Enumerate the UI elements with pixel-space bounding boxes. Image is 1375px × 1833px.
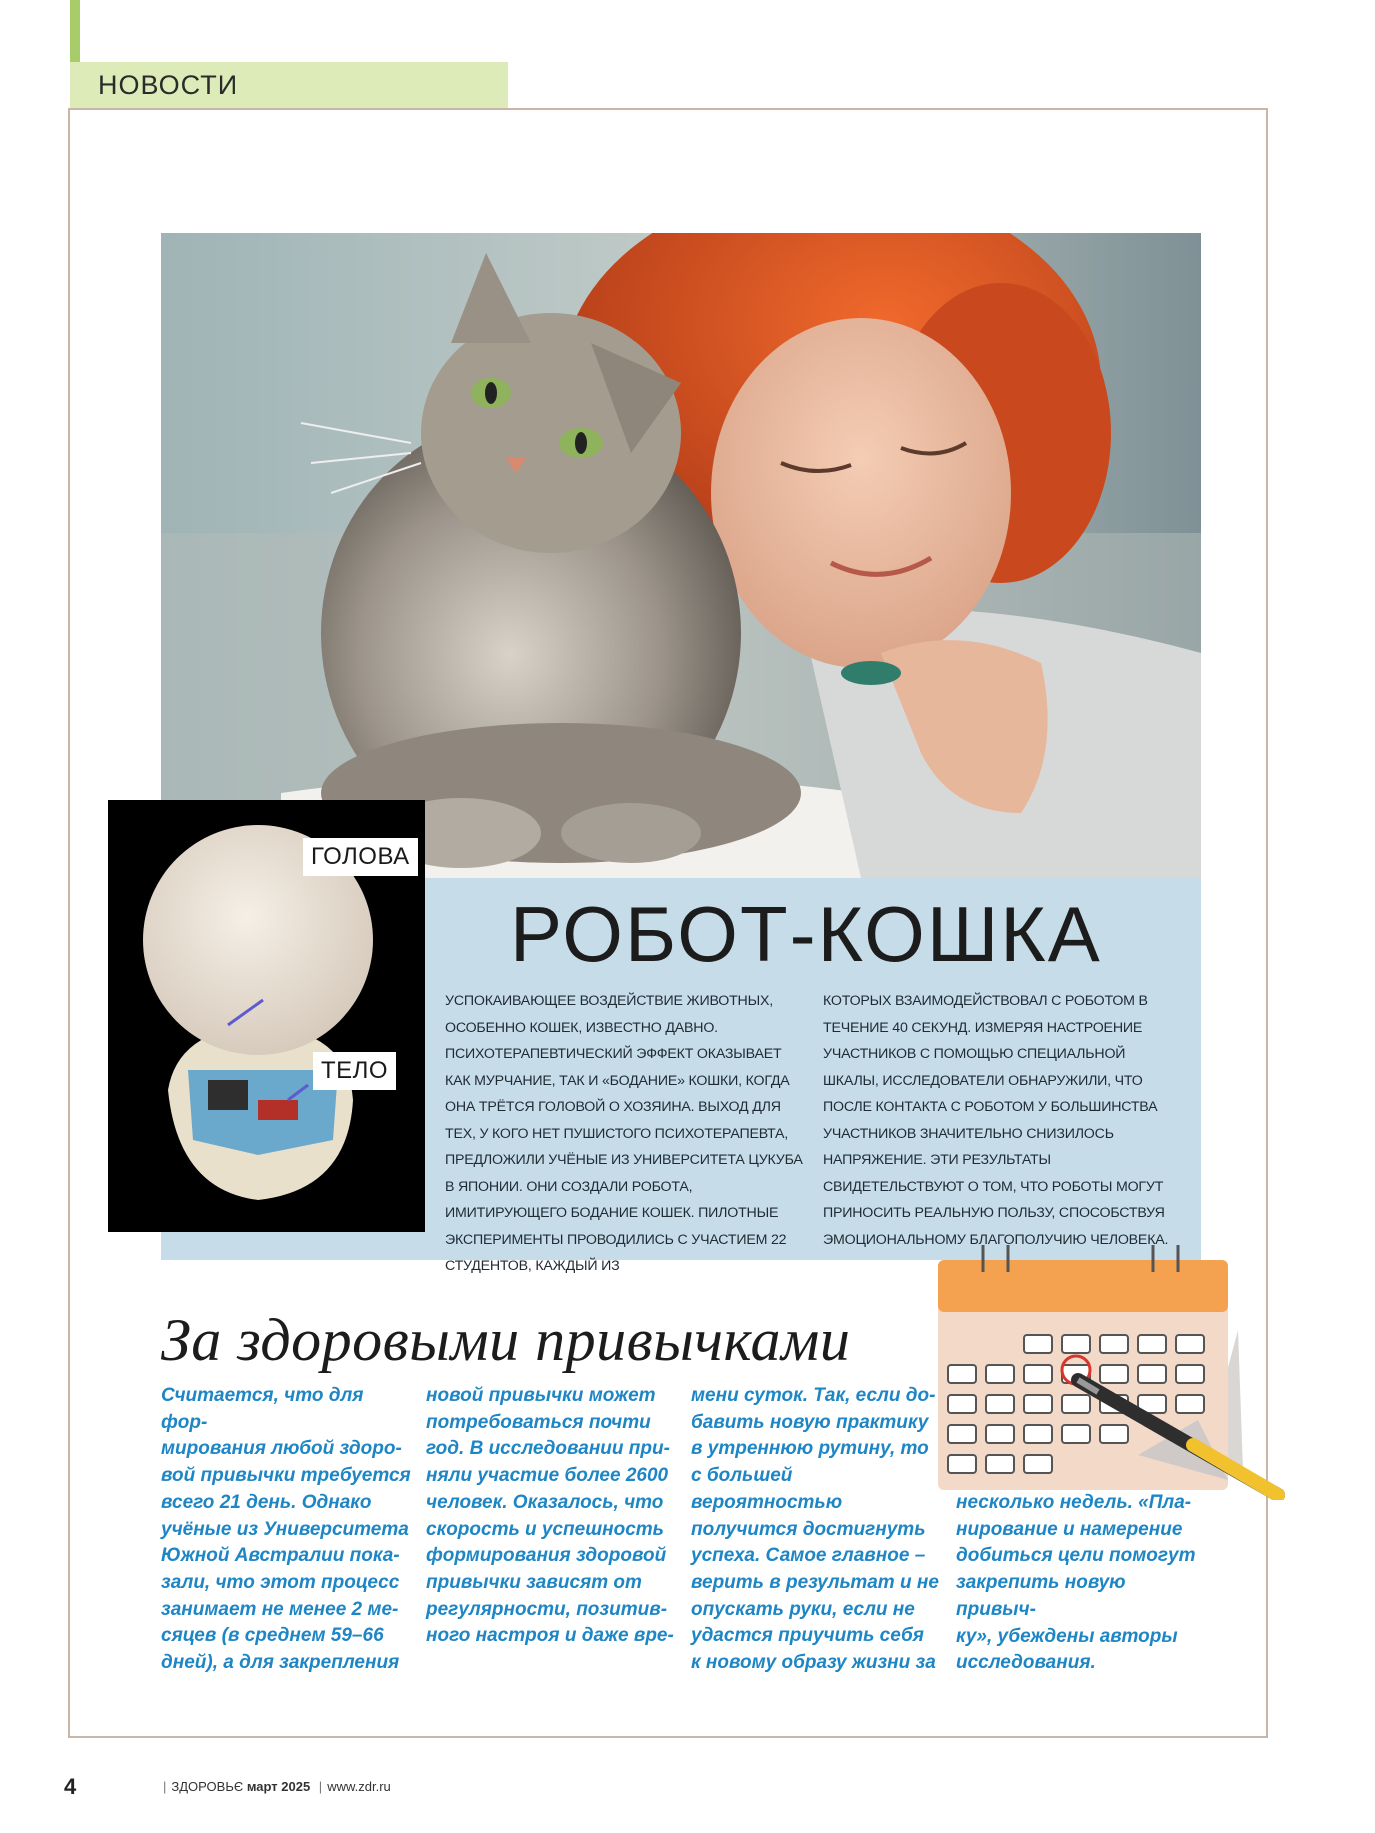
footer-separator: |	[163, 1779, 167, 1794]
article2-title: За здоровыми привычками	[161, 1307, 851, 1373]
footer-issue: март 2025	[246, 1779, 311, 1794]
article-title: РОБОТ-КОШКА	[510, 890, 1102, 978]
woman-with-cat-illustration	[161, 233, 1201, 878]
article2-column-1: Считается, что для фор- мирования любой здоро- вой привычки требуется всего 21 день. Однако учёные из Университета Южной Австралии пока- зали, что этот процесс занимает не менее 2 ме- сяцев (в среднем 59–66 дней), а для закрепления	[161, 1385, 411, 1674]
article2-column-2: новой привычки может потребоваться почти год. В исследовании при- няли участие более 2600 человек. Оказалось, что скорость и успешность формирования здоровой привычки зависят от регулярности, позитив- ного настроя и даже вре-	[426, 1385, 674, 1647]
article-column-2: КОТОРЫХ ВЗАИМОДЕЙСТВОВАЛ С РОБОТОМ В ТЕЧЕНИЕ 40 СЕКУНД. ИЗМЕРЯЯ НАСТРОЕНИЕ УЧАСТНИКОВ С ПОМОЩЬЮ СПЕЦИАЛЬНОЙ ШКАЛЫ, ИССЛЕДОВАТЕЛИ ОБНАРУЖИЛИ, ЧТО ПОСЛЕ КОНТАКТА С РОБОТОМ У БОЛЬШИНСТВА УЧАСТНИКОВ ЗНАЧИТЕЛЬНО СНИЗИЛОСЬ НАПРЯЖЕНИЕ. ЭТИ РЕЗУЛЬТАТЫ СВИДЕТЕЛЬСТВУЮТ О ТОМ, ЧТО РОБОТЫ МОГУТ ПРИНОСИТЬ РЕАЛЬНУЮ ПОЛЬЗУ, СПОСОБСТВУЯ ЭМОЦИОНАЛЬНОМУ БЛАГОПОЛУЧИЮ ЧЕЛОВЕКА.	[823, 993, 1169, 1248]
hero-photo	[161, 233, 1201, 878]
article2-column-4: несколько недель. «Пла- нирование и намерение добиться цели помогут закрепить новую привыч- ку», убеждены авторы исследования.	[956, 1492, 1196, 1674]
article-column-1: УСПОКАИВАЮЩЕЕ ВОЗДЕЙСТВИЕ ЖИВОТНЫХ, ОСОБЕННО КОШЕК, ИЗВЕСТНО ДАВНО. ПСИХОТЕРАПЕВТИЧЕСКИЙ ЭФФЕКТ ОКАЗЫВАЕТ КАК МУРЧАНИЕ, ТАК И «БОДАНИЕ» КОШКИ, КОГДА ОНА ТРЁТСЯ ГОЛОВОЙ О ХОЗЯИНА. ВЫХОД ДЛЯ ТЕХ, У КОГО НЕТ ПУШИСТОГО ПСИХОТЕРАПЕВТА, ПРЕДЛОЖИЛИ УЧЁНЫЕ ИЗ УНИВЕРСИТЕТА ЦУКУБА В ЯПОНИИ. ОНИ СОЗДАЛИ РОБОТА, ИМИТИРУЮЩЕГО БОДАНИЕ КОШЕК. ПИЛОТНЫЕ ЭКСПЕРИМЕНТЫ ПРОВОДИЛИСЬ С УЧАСТИЕМ 22 СТУДЕНТОВ, КАЖДЫЙ ИЗ	[445, 993, 803, 1274]
calendar-pen-illustration	[938, 1220, 1290, 1500]
footer	[158, 1779, 391, 1794]
footer-magazine: ЗДОРОВЬЄ	[171, 1779, 244, 1794]
robot-body-label: ТЕЛО	[313, 1052, 396, 1090]
section-label: НОВОСТИ	[70, 62, 508, 108]
article2-column-3: мени суток. Так, если до- бавить новую практику в утреннюю рутину, то с большей вероятностью получится достигнуть успеха. Самое главное – верить в результат и не опускать руки, если не удастся приучить себя к новому образу жизни за	[691, 1385, 939, 1674]
footer-url[interactable]: www.zdr.ru	[327, 1779, 391, 1794]
robot-head-label: ГОЛОВА	[303, 838, 418, 876]
page-number: 4	[64, 1774, 77, 1799]
robot-photo	[108, 800, 425, 1232]
footer-separator: |	[318, 1779, 323, 1794]
calendar-icon	[938, 1220, 1290, 1500]
